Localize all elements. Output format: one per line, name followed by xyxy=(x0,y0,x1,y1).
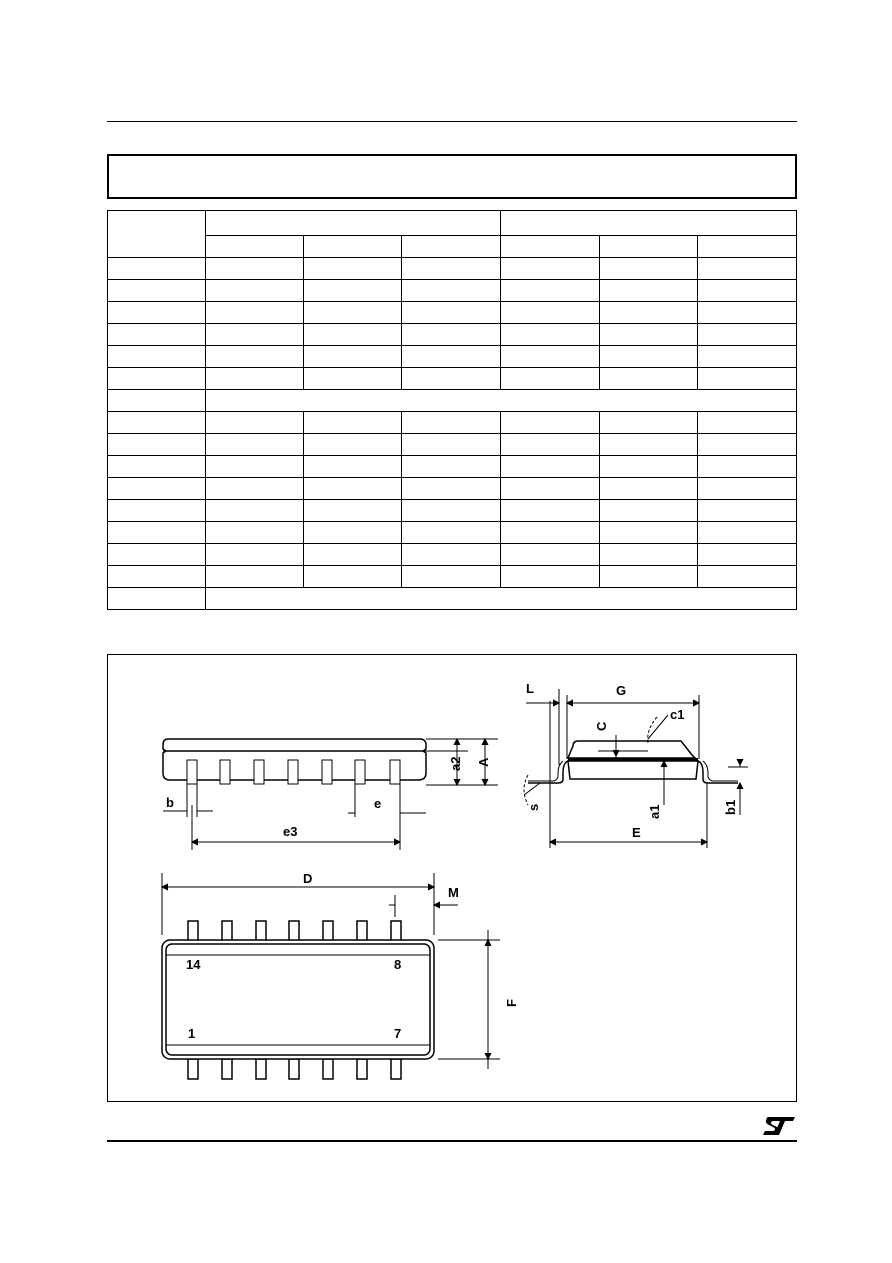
table-row xyxy=(108,456,797,478)
pin-label-1: 1 xyxy=(188,1026,196,1041)
pin-label-7: 7 xyxy=(394,1026,402,1041)
table-row xyxy=(108,368,797,390)
label-A: A xyxy=(476,757,491,767)
table-title-box xyxy=(107,154,797,199)
label-C: C xyxy=(594,721,609,731)
table-header-row xyxy=(108,211,797,236)
table-row xyxy=(108,324,797,346)
table-row xyxy=(108,280,797,302)
table-row xyxy=(108,434,797,456)
label-M: M xyxy=(448,885,459,900)
label-b: b xyxy=(166,795,174,810)
st-logo-icon xyxy=(762,1116,796,1136)
table-row xyxy=(108,302,797,324)
side-view xyxy=(163,739,498,850)
label-s: s xyxy=(526,803,541,811)
table-subheader-row xyxy=(108,235,797,257)
label-a2: a2 xyxy=(448,756,463,771)
top-view xyxy=(162,873,500,1079)
table-row xyxy=(108,544,797,566)
dimension-table xyxy=(107,210,797,610)
header-dim-cell xyxy=(108,211,206,258)
package-drawing xyxy=(108,655,796,1101)
header-mm-cell xyxy=(206,211,500,236)
label-F: F xyxy=(504,999,519,1007)
label-c1: c1 xyxy=(670,707,685,722)
pin-label-14: 14 xyxy=(186,957,201,972)
label-G: G xyxy=(616,683,627,698)
footer-rule xyxy=(107,1140,797,1142)
table-row xyxy=(108,346,797,368)
table-row xyxy=(108,478,797,500)
label-a1: a1 xyxy=(647,804,662,819)
label-E: E xyxy=(632,825,641,840)
table-row xyxy=(108,258,797,280)
table-row xyxy=(108,500,797,522)
table-row xyxy=(108,412,797,434)
header-rule xyxy=(107,121,797,122)
table-row xyxy=(108,522,797,544)
label-L: L xyxy=(526,681,534,696)
package-drawing-box xyxy=(107,654,797,1102)
label-D: D xyxy=(303,871,313,886)
table-row-merged xyxy=(108,390,797,412)
table-row-merged xyxy=(108,588,797,610)
pin-label-8: 8 xyxy=(394,957,402,972)
table-row xyxy=(108,566,797,588)
label-e: e xyxy=(374,796,382,811)
label-e3: e3 xyxy=(283,824,298,839)
label-b1: b1 xyxy=(723,799,738,815)
header-inch-cell xyxy=(500,211,796,236)
